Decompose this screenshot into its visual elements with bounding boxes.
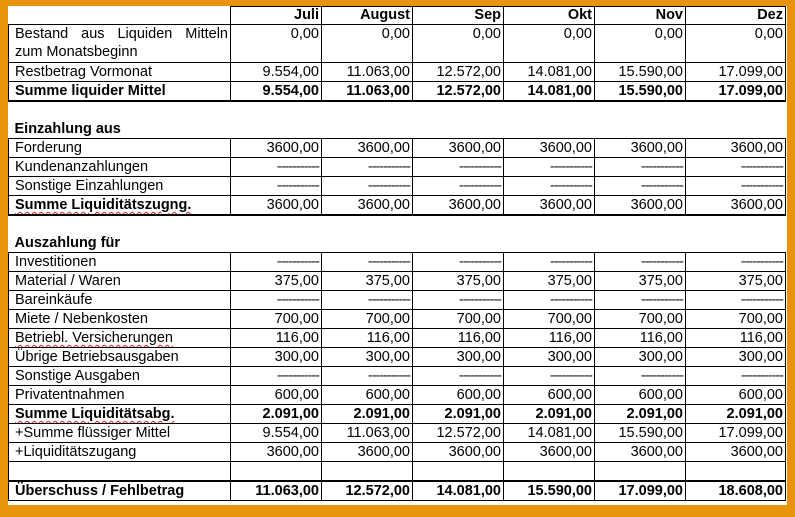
cell[interactable]: 3600,00 [504, 139, 595, 158]
cell[interactable]: 600,00 [686, 386, 786, 405]
cell[interactable]: 3600,00 [322, 443, 413, 462]
cell[interactable]: 9.554,00 [231, 63, 322, 82]
versicherungen-label: Betriebl. Versicherungen [15, 330, 173, 346]
empty-cell[interactable] [231, 215, 322, 234]
cell[interactable]: 15.590,00 [595, 424, 686, 443]
row-label[interactable]: Material / Waren [9, 272, 231, 291]
cell[interactable]: 375,00 [322, 272, 413, 291]
auszahlung-row-privatentnahmen [9, 386, 786, 405]
cell[interactable]: 17.099,00 [595, 481, 686, 501]
summe-zugang-row [9, 196, 786, 216]
cell[interactable]: 18.608,00 [686, 481, 786, 501]
summe-abgang-row [9, 405, 786, 424]
cell[interactable]: 600,00 [504, 386, 595, 405]
cell[interactable]: ----------- [413, 177, 504, 196]
spacer-row [9, 101, 786, 120]
cell[interactable]: 300,00 [231, 348, 322, 367]
cell[interactable]: 2.091,00 [413, 405, 504, 424]
cell[interactable]: 3600,00 [231, 443, 322, 462]
restbetrag-row [9, 63, 786, 82]
empty-cell[interactable] [413, 101, 504, 120]
cell[interactable]: 700,00 [413, 310, 504, 329]
empty-cell[interactable] [322, 215, 413, 234]
row-label[interactable]: Sonstige Ausgaben [9, 367, 231, 386]
cell[interactable]: ----------- [322, 291, 413, 310]
cell[interactable]: 3600,00 [231, 196, 322, 216]
empty-cell[interactable] [322, 462, 413, 482]
cell[interactable]: 12.572,00 [322, 481, 413, 501]
cell[interactable]: ----------- [231, 177, 322, 196]
einzahlung-section-row [9, 120, 786, 139]
row-label[interactable] [9, 329, 231, 348]
cell[interactable]: ----------- [595, 158, 686, 177]
row-label[interactable]: +Liquiditätszugang [9, 443, 231, 462]
auszahlung-row-miete [9, 310, 786, 329]
cell[interactable]: 116,00 [322, 329, 413, 348]
cell[interactable]: 3600,00 [686, 139, 786, 158]
cell[interactable]: 15.590,00 [595, 63, 686, 82]
auszahlung-row-investitionen [9, 253, 786, 272]
month-header[interactable]: Dez [686, 7, 786, 25]
auszahlung-row-versicherungen [9, 329, 786, 348]
cell[interactable]: 11.063,00 [322, 63, 413, 82]
cell[interactable]: 12.572,00 [413, 63, 504, 82]
empty-cell[interactable] [686, 101, 786, 120]
empty-cell[interactable] [595, 215, 686, 234]
cell[interactable]: ----------- [504, 177, 595, 196]
cell[interactable]: 2.091,00 [322, 405, 413, 424]
header-corner-cell[interactable] [9, 7, 231, 25]
empty-cell[interactable] [504, 101, 595, 120]
cell[interactable]: 2.091,00 [595, 405, 686, 424]
row-label[interactable]: Investitionen [9, 253, 231, 272]
cell[interactable]: 300,00 [413, 348, 504, 367]
cell[interactable]: ----------- [322, 367, 413, 386]
cell[interactable]: 700,00 [595, 310, 686, 329]
empty-cell[interactable] [686, 462, 786, 482]
cell[interactable]: 2.091,00 [231, 405, 322, 424]
cell[interactable]: ----------- [686, 253, 786, 272]
cell[interactable]: 700,00 [322, 310, 413, 329]
cell[interactable]: 3600,00 [322, 196, 413, 216]
empty-cell[interactable] [504, 215, 595, 234]
cell[interactable]: ----------- [686, 367, 786, 386]
cell[interactable]: 3600,00 [595, 196, 686, 216]
cell[interactable]: 0,00 [413, 25, 504, 63]
cell[interactable]: ----------- [413, 253, 504, 272]
cell[interactable]: 116,00 [686, 329, 786, 348]
cell[interactable]: ----------- [686, 291, 786, 310]
cell[interactable]: 3600,00 [686, 196, 786, 216]
cell[interactable]: 17.099,00 [686, 424, 786, 443]
cell[interactable]: 14.081,00 [504, 82, 595, 102]
cell[interactable]: ----------- [595, 367, 686, 386]
row-label[interactable]: Übrige Betriebsausgaben [9, 348, 231, 367]
cell[interactable]: 600,00 [413, 386, 504, 405]
einzahlung-row-forderung [9, 139, 786, 158]
empty-cell[interactable] [322, 101, 413, 120]
cell[interactable]: ----------- [504, 253, 595, 272]
cell[interactable]: 300,00 [322, 348, 413, 367]
cell[interactable]: 3600,00 [413, 139, 504, 158]
cell[interactable]: 375,00 [504, 272, 595, 291]
empty-cell[interactable] [9, 101, 231, 120]
row-label[interactable]: +Summe flüssiger Mittel [9, 424, 231, 443]
cell[interactable]: 375,00 [686, 272, 786, 291]
ueberschuss-row [9, 481, 786, 501]
cell[interactable]: 14.081,00 [413, 481, 504, 501]
empty-cell[interactable] [686, 215, 786, 234]
cell[interactable]: 14.081,00 [504, 63, 595, 82]
cell[interactable]: 17.099,00 [686, 82, 786, 102]
cell[interactable]: 3600,00 [413, 443, 504, 462]
cell[interactable]: 300,00 [686, 348, 786, 367]
cell[interactable]: 0,00 [686, 25, 786, 63]
cell[interactable]: 300,00 [595, 348, 686, 367]
summe-abgang-label: Summe Liquiditätsabg. [15, 406, 175, 422]
row-label[interactable]: Kundenanzahlungen [9, 158, 231, 177]
cell[interactable]: 375,00 [413, 272, 504, 291]
row-label[interactable]: Restbetrag Vormonat [9, 63, 231, 82]
row-label[interactable]: Sonstige Einzahlungen [9, 177, 231, 196]
plus-zugang-row [9, 443, 786, 462]
cell[interactable]: ----------- [231, 367, 322, 386]
cell[interactable]: 700,00 [686, 310, 786, 329]
cell[interactable]: 3600,00 [231, 139, 322, 158]
cell[interactable]: 300,00 [504, 348, 595, 367]
cell[interactable]: 11.063,00 [322, 424, 413, 443]
cell[interactable]: 700,00 [504, 310, 595, 329]
auszahlung-row-material [9, 272, 786, 291]
cell[interactable]: ----------- [595, 291, 686, 310]
cell[interactable]: 3600,00 [504, 196, 595, 216]
plus-fluessig-row [9, 424, 786, 443]
cell[interactable]: 0,00 [595, 25, 686, 63]
cell[interactable]: 9.554,00 [231, 82, 322, 102]
empty-cell[interactable] [231, 101, 322, 120]
header-row [9, 7, 786, 25]
cell[interactable]: 0,00 [322, 25, 413, 63]
cell[interactable]: ----------- [686, 177, 786, 196]
row-label[interactable]: Miete / Nebenkosten [9, 310, 231, 329]
cell[interactable]: 116,00 [413, 329, 504, 348]
row-label[interactable]: Bestand aus Liquiden Mitteln zum Monatsbeginn [9, 25, 231, 63]
cell[interactable]: ----------- [595, 253, 686, 272]
section-heading-einzahlung[interactable]: Einzahlung aus [14, 121, 121, 137]
cell[interactable]: 3600,00 [504, 443, 595, 462]
row-label[interactable]: Summe liquider Mittel [9, 82, 231, 102]
cell[interactable]: ----------- [322, 253, 413, 272]
cell[interactable]: 15.590,00 [595, 82, 686, 102]
empty-cell[interactable] [413, 215, 504, 234]
section-heading-auszahlung[interactable]: Auszahlung für [14, 235, 121, 251]
row-label[interactable]: Forderung [9, 139, 231, 158]
cell[interactable]: ----------- [595, 177, 686, 196]
cell[interactable]: 3600,00 [686, 443, 786, 462]
spacer-row [9, 215, 786, 234]
cell[interactable]: 2.091,00 [686, 405, 786, 424]
row-label[interactable]: Überschuss / Fehlbetrag [9, 481, 231, 501]
month-header[interactable]: August [322, 7, 413, 25]
cell[interactable]: ----------- [413, 291, 504, 310]
cell[interactable]: ----------- [413, 367, 504, 386]
cell[interactable]: 116,00 [595, 329, 686, 348]
auszahlung-section-row [9, 234, 786, 253]
cell[interactable]: 12.572,00 [413, 82, 504, 102]
cell[interactable]: 9.554,00 [231, 424, 322, 443]
cell[interactable]: 15.590,00 [504, 481, 595, 501]
empty-cell[interactable] [595, 462, 686, 482]
cell[interactable]: ----------- [231, 158, 322, 177]
cell[interactable]: 14.081,00 [504, 424, 595, 443]
cell[interactable]: 375,00 [595, 272, 686, 291]
cell[interactable]: ----------- [413, 158, 504, 177]
cell[interactable]: 2.091,00 [504, 405, 595, 424]
cell[interactable]: 0,00 [231, 25, 322, 63]
month-header[interactable]: Nov [595, 7, 686, 25]
cell[interactable]: ----------- [686, 158, 786, 177]
month-header[interactable]: Okt [504, 7, 595, 25]
empty-cell[interactable] [595, 101, 686, 120]
cell[interactable]: ----------- [231, 253, 322, 272]
auszahlung-row-bareinkaeufe [9, 291, 786, 310]
row-label[interactable] [9, 196, 231, 216]
empty-cell[interactable] [9, 462, 231, 482]
cell[interactable]: 600,00 [322, 386, 413, 405]
cell[interactable]: ----------- [504, 291, 595, 310]
cell[interactable]: 375,00 [231, 272, 322, 291]
cell[interactable]: ----------- [322, 158, 413, 177]
bestand-row [9, 25, 786, 63]
month-header[interactable]: Juli [231, 7, 322, 25]
cell[interactable]: 3600,00 [413, 196, 504, 216]
empty-cell[interactable] [231, 462, 322, 482]
cell[interactable]: 116,00 [231, 329, 322, 348]
summe-liquider-row [9, 82, 786, 102]
einzahlung-row-kundenanzahlungen [9, 158, 786, 177]
liquidity-table [8, 6, 786, 501]
blank-row [9, 462, 786, 482]
cell[interactable]: ----------- [231, 291, 322, 310]
cell[interactable]: 116,00 [504, 329, 595, 348]
einzahlung-row-sonstige [9, 177, 786, 196]
month-header[interactable]: Sep [413, 7, 504, 25]
cell[interactable]: 12.572,00 [413, 424, 504, 443]
cell[interactable]: 700,00 [231, 310, 322, 329]
cell[interactable]: 600,00 [231, 386, 322, 405]
spreadsheet [8, 6, 787, 505]
cell[interactable]: 3600,00 [595, 443, 686, 462]
cell[interactable]: 3600,00 [595, 139, 686, 158]
empty-cell[interactable] [413, 462, 504, 482]
auszahlung-row-uebrige [9, 348, 786, 367]
summe-zugang-label: Summe Liquiditätszugng. [15, 197, 192, 213]
cell[interactable]: 11.063,00 [231, 481, 322, 501]
cell[interactable]: ----------- [504, 367, 595, 386]
cell[interactable]: ----------- [504, 158, 595, 177]
cell[interactable]: 0,00 [504, 25, 595, 63]
row-label[interactable]: Bareinkäufe [9, 291, 231, 310]
cell[interactable]: 11.063,00 [322, 82, 413, 102]
cell[interactable]: 3600,00 [322, 139, 413, 158]
cell[interactable]: ----------- [322, 177, 413, 196]
cell[interactable]: 600,00 [595, 386, 686, 405]
row-label[interactable]: Privatentnahmen [9, 386, 231, 405]
cell[interactable]: 17.099,00 [686, 63, 786, 82]
row-label[interactable] [9, 405, 231, 424]
empty-cell[interactable] [504, 462, 595, 482]
auszahlung-row-sonstige [9, 367, 786, 386]
empty-cell[interactable] [9, 215, 231, 234]
